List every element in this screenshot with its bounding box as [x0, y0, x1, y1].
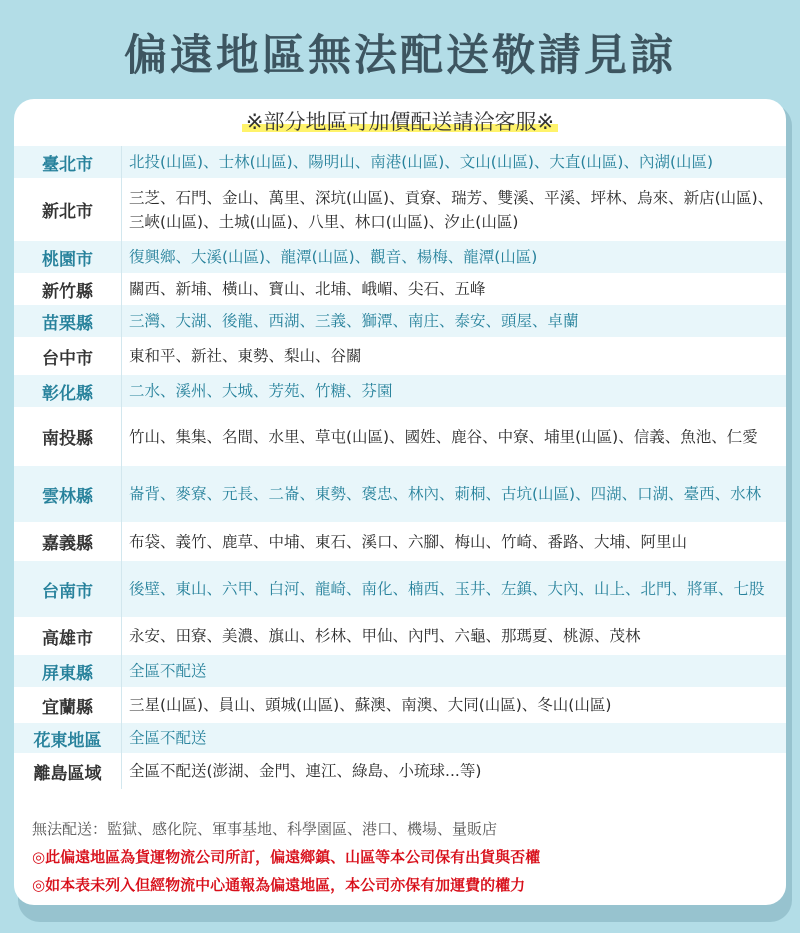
- city-name: 花東地區: [33, 730, 102, 751]
- area-list: 復興鄉、大溪(山區)、龍潭(山區)、觀音、楊梅、龍潭(山區): [129, 248, 538, 266]
- table-row: [14, 178, 786, 241]
- city-name: 南投縣: [42, 429, 93, 449]
- table-row: [14, 466, 786, 522]
- notice-card: [14, 99, 786, 905]
- city-name: 屏東縣: [42, 663, 93, 684]
- warning-note-2: ◎如本表未列入但經物流中心通報為偏遠地區，本公司亦保有加運費的權力: [32, 876, 526, 894]
- area-list: 關西、新埔、橫山、寶山、北埔、峨嵋、尖石、五峰: [129, 280, 486, 298]
- table-row: [14, 146, 786, 178]
- city-name: 雲林縣: [42, 486, 93, 507]
- table-row: [14, 375, 786, 407]
- table-row: [14, 687, 786, 723]
- warning-note-1: ◎此偏遠地區為貨運物流公司所訂，偏遠鄉鎮、山區等本公司保有出貨與否權: [32, 848, 541, 866]
- subtitle-text: ※部分地區可加價配送請洽客服※: [242, 110, 558, 134]
- area-list: 永安、田寮、美濃、旗山、杉林、甲仙、內門、六龜、那瑪夏、桃源、茂林: [129, 627, 641, 645]
- city-name: 新竹縣: [42, 281, 93, 302]
- area-list: 北投(山區)、士林(山區)、陽明山、南港(山區)、文山(山區)、大直(山區)、內湖(山區): [129, 153, 714, 171]
- city-name: 彰化縣: [42, 383, 93, 404]
- city-name: 新北市: [42, 202, 93, 222]
- no-delivery-note: 無法配送：監獄、感化院、軍事基地、科學園區、港口、機場、量販店: [32, 820, 498, 838]
- city-name: 桃園市: [42, 249, 93, 270]
- city-name: 苗栗縣: [42, 313, 93, 334]
- area-list: 布袋、義竹、鹿草、中埔、東石、溪口、六腳、梅山、竹崎、番路、大埔、阿里山: [129, 532, 688, 551]
- city-name: 高雄市: [42, 628, 93, 649]
- page-title: 偏遠地區無法配送敬請見諒: [124, 31, 676, 81]
- notes-section: [32, 815, 772, 899]
- table-row: [14, 655, 786, 687]
- table-row: [14, 407, 786, 466]
- area-list: 後壁、東山、六甲、白河、龍崎、南化、楠西、玉井、左鎮、大內、山上、北門、將軍、七股: [129, 580, 765, 598]
- area-list: 竹山、集集、名間、水里、草屯(山區)、國姓、鹿谷、中寮、埔里(山區)、信義、魚池、仁愛: [129, 427, 758, 446]
- area-list: 二水、溪州、大城、芳苑、竹糖、芬園: [129, 382, 393, 400]
- table-row: [14, 522, 786, 561]
- area-list: 三芝、石門、金山、萬里、深坑(山區)、貢寮、瑞芳、雙溪、平溪、坪林、烏來、新店(山區)、三峽(山區)、土城(山區)、八里、林口(山區)、汐止(山區): [129, 188, 774, 231]
- remote-area-table: [14, 146, 786, 789]
- table-row: [14, 273, 786, 305]
- city-name: 離島區域: [33, 763, 102, 784]
- area-list: 三星(山區)、員山、頭城(山區)、蘇澳、南澳、大同(山區)、冬山(山區): [129, 696, 612, 714]
- city-name: 台南市: [42, 581, 93, 602]
- area-list: 全區不配送(澎湖、金門、連江、綠島、小琉球...等): [129, 762, 482, 780]
- city-name: 臺北市: [42, 154, 93, 175]
- table-row: [14, 753, 786, 789]
- table-row: [14, 617, 786, 655]
- city-name: 嘉義縣: [42, 534, 93, 554]
- table-row: [14, 241, 786, 273]
- city-name: 宜蘭縣: [42, 697, 93, 718]
- area-list: 全區不配送: [129, 662, 207, 680]
- area-list: 三灣、大湖、後龍、西湖、三義、獅潭、南庄、泰安、頭屋、卓蘭: [129, 312, 579, 330]
- table-row: [14, 561, 786, 617]
- city-name: 台中市: [42, 348, 93, 369]
- subtitle: [14, 105, 786, 139]
- area-list: 崙背、麥寮、元長、二崙、東勢、褒忠、林內、莿桐、古坑(山區)、四湖、口湖、臺西、水林: [129, 485, 762, 503]
- table-row: [14, 337, 786, 375]
- area-list: 全區不配送: [129, 729, 207, 747]
- table-row: [14, 305, 786, 337]
- table-row: [14, 723, 786, 753]
- area-list: 東和平、新社、東勢、梨山、谷關: [129, 347, 362, 365]
